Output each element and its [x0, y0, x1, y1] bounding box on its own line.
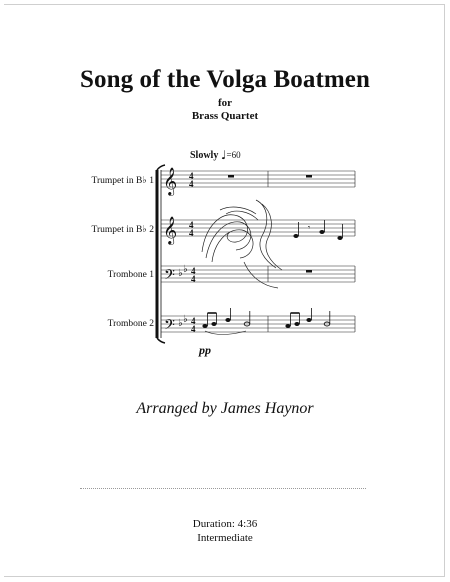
- quarter-note-icon: ♩: [220, 148, 227, 162]
- dynamic-marking: pp: [199, 343, 211, 357]
- distorted-notes: [293, 220, 342, 240]
- whole-rest: [228, 175, 234, 178]
- score-title: Song of the Volga Boatmen: [79, 66, 371, 93]
- treble-clef-icon: 𝄞: [163, 216, 178, 244]
- bass-clef-icon: 𝄢: [164, 267, 175, 287]
- tempo-text: Slowly: [190, 150, 219, 161]
- svg-text:4: 4: [189, 171, 194, 181]
- difficulty-level: Intermediate: [197, 532, 253, 544]
- svg-text:4: 4: [189, 220, 194, 230]
- svg-text:4: 4: [189, 179, 194, 189]
- instrument-label-trombone-1: Trombone 1: [107, 270, 154, 280]
- svg-text:♭: ♭: [183, 264, 188, 275]
- tempo-equals: =: [226, 150, 232, 160]
- svg-text:♭: ♭: [178, 268, 183, 279]
- tempo-bpm: 60: [231, 150, 241, 160]
- instrument-label-trombone-2: Trombone 2: [107, 319, 154, 329]
- time-signatures: [189, 171, 196, 334]
- svg-text:♭: ♭: [183, 314, 188, 325]
- treble-clef-icon: 𝄞: [163, 167, 178, 195]
- divider-line: [80, 488, 366, 489]
- ensemble-name: Brass Quartet: [191, 110, 259, 122]
- svg-text:4: 4: [191, 324, 196, 334]
- distorted-notation-swirl: [202, 200, 282, 288]
- svg-text:4: 4: [191, 316, 196, 326]
- whole-rest: [306, 175, 312, 178]
- whole-rest: [306, 270, 312, 273]
- key-signature-flats: [178, 264, 188, 329]
- svg-text:4: 4: [189, 228, 194, 238]
- svg-text:4: 4: [191, 266, 196, 276]
- instrument-label-trumpet-1: Trumpet in B♭ 1: [91, 176, 154, 186]
- bass-clef-icon: 𝄢: [164, 317, 175, 337]
- arranger-credit: Arranged by James Haynor: [136, 400, 314, 417]
- subtitle-for: for: [217, 97, 233, 109]
- instrument-label-trumpet-2: Trumpet in B♭ 2: [91, 225, 154, 235]
- trombone-2-notes: [202, 308, 329, 335]
- svg-text:𝄾: 𝄾: [308, 223, 311, 232]
- duration-text: Duration: 4:36: [192, 518, 258, 530]
- svg-text:♭: ♭: [178, 318, 183, 329]
- svg-text:4: 4: [191, 274, 196, 284]
